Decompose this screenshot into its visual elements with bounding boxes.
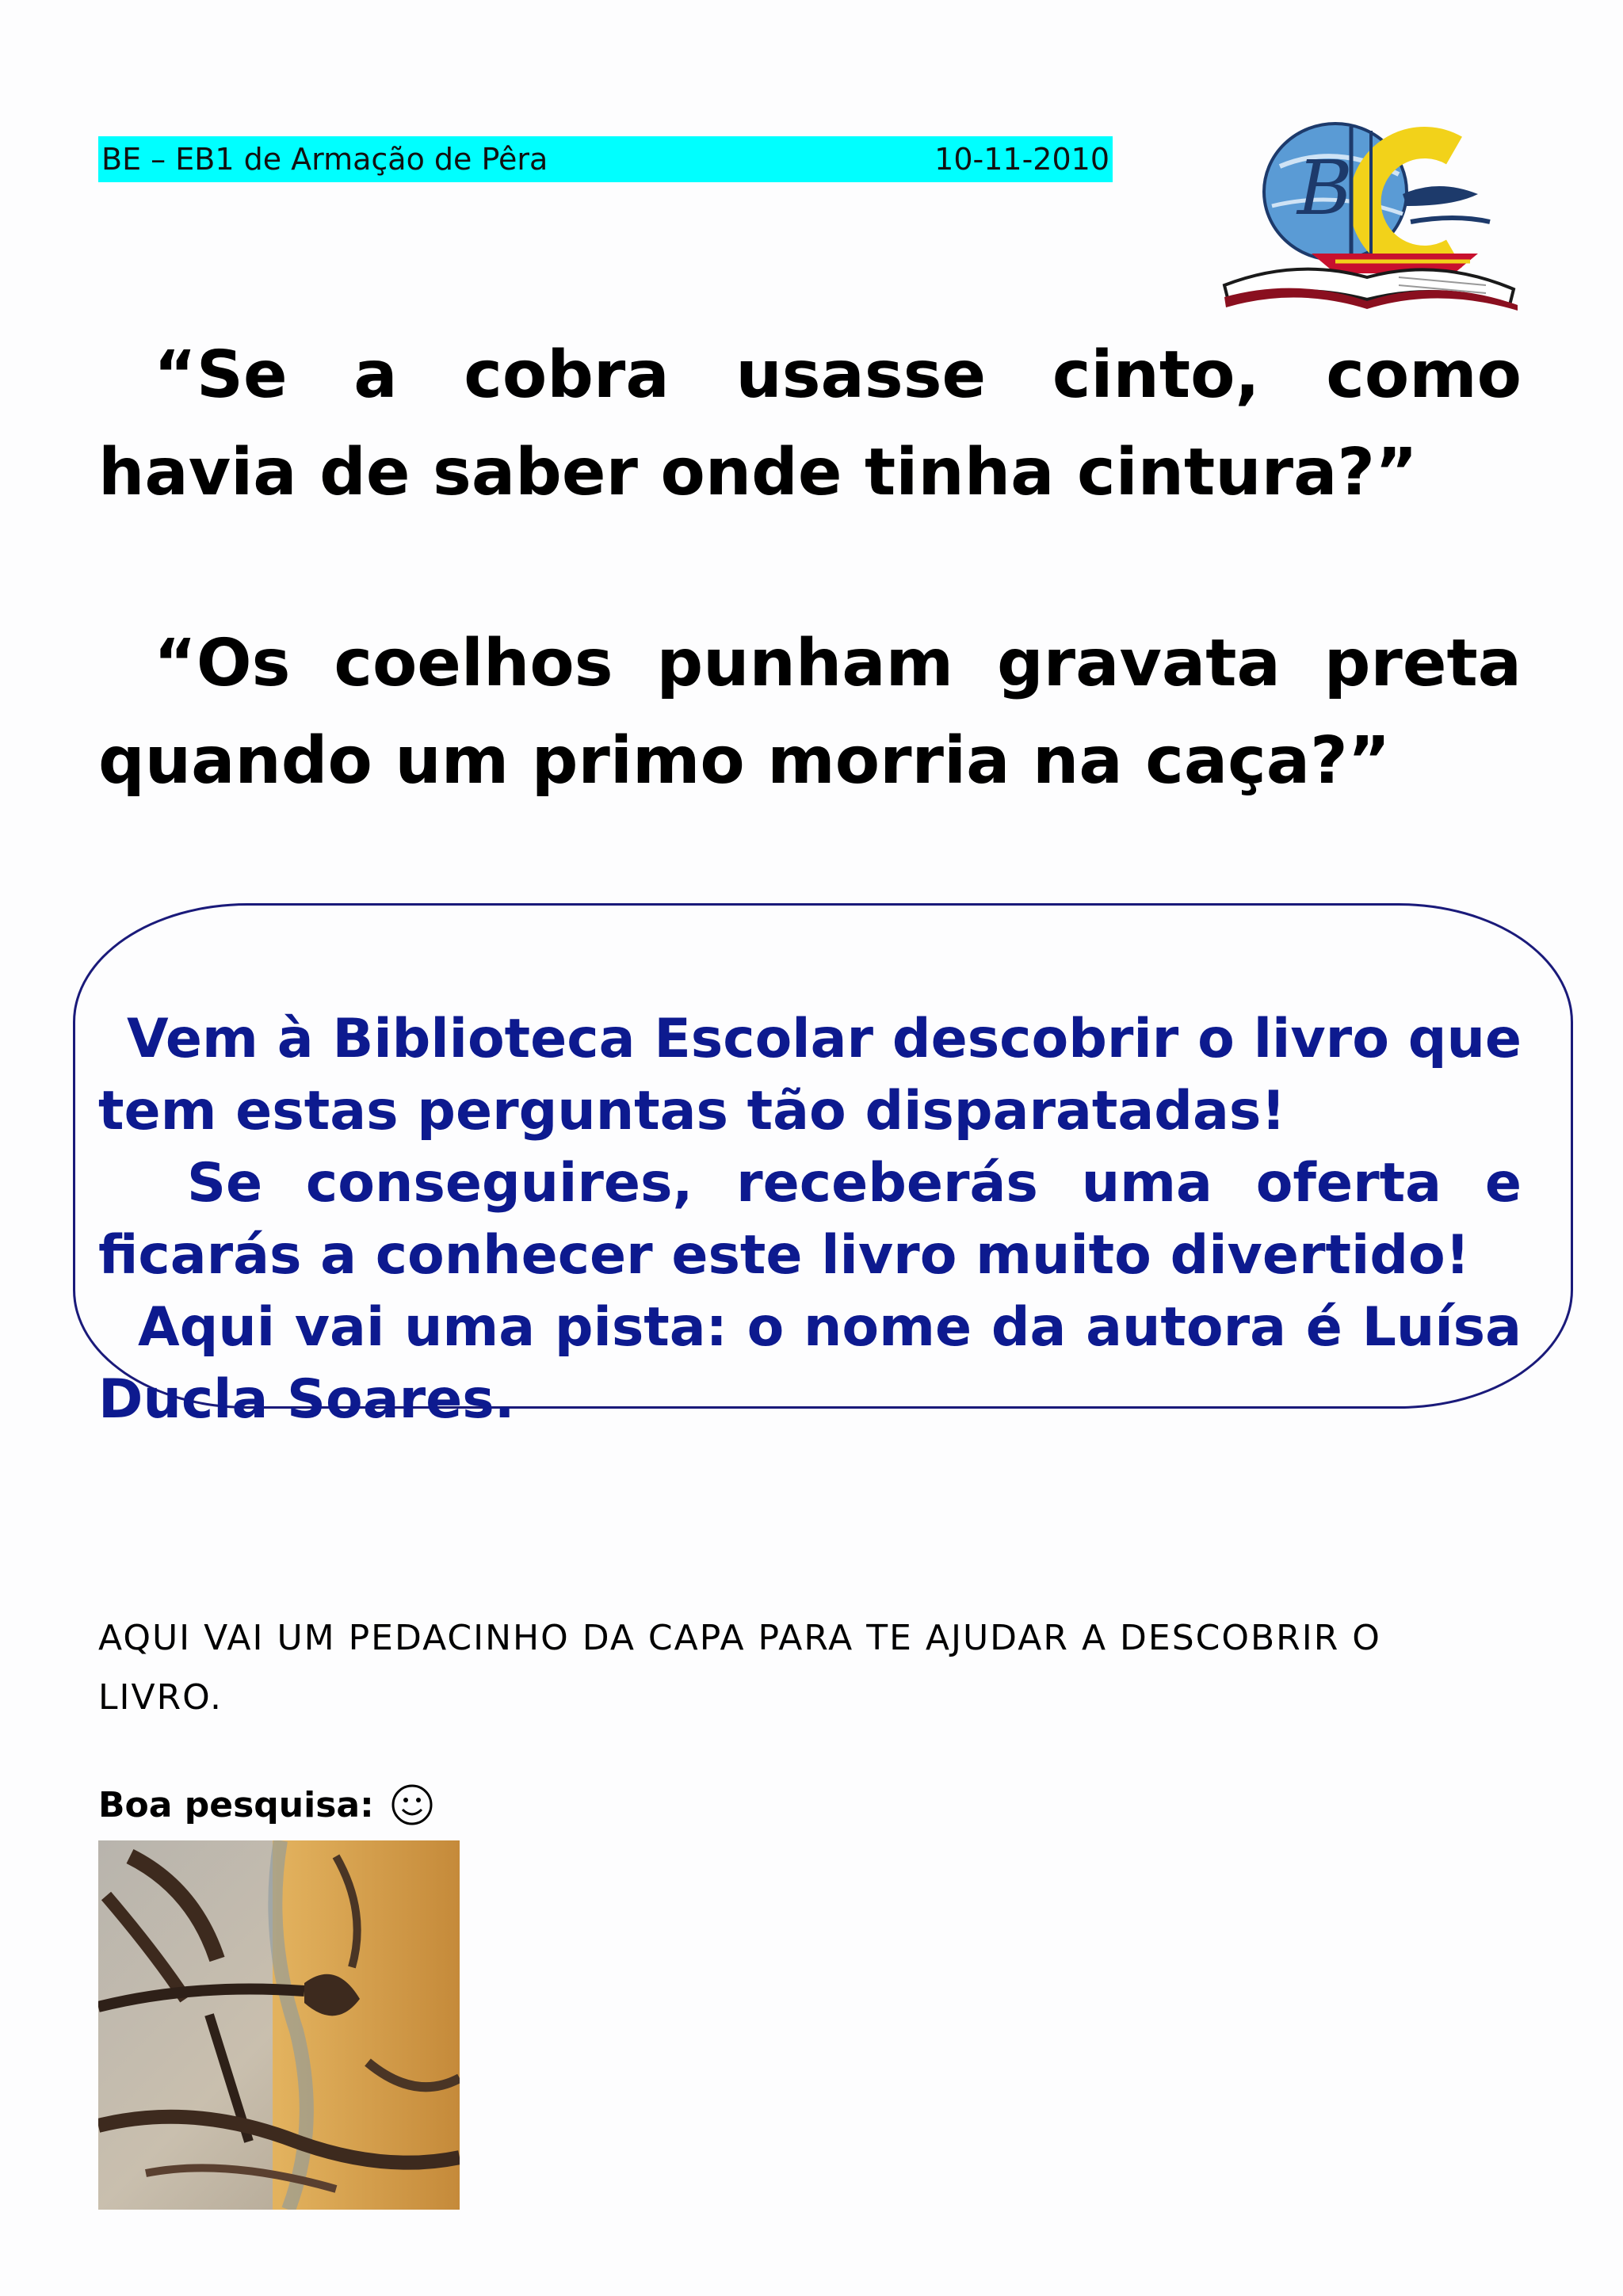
question-2: “Os coelhos punham gravata preta quando um primo morria na caça?” bbox=[98, 626, 1522, 799]
school-name: BE – EB1 de Armação de Pêra bbox=[101, 142, 548, 177]
date: 10-11-2010 bbox=[934, 142, 1109, 177]
invitation-paragraph-1: Vem à Biblioteca Escolar descobrir o livro que tem estas perguntas tão disparatadas! bbox=[98, 1008, 1522, 1142]
header-bar bbox=[98, 136, 1113, 182]
library-book-logo-icon bbox=[1216, 119, 1526, 317]
invitation-text bbox=[98, 1003, 1522, 1436]
hint-text: AQUI VAI UM PEDACINHO DA CAPA PARA TE AJUDAR A DESCOBRIR O LIVRO. bbox=[98, 1618, 1381, 1718]
book-cover-fragment-image bbox=[98, 1840, 460, 2210]
invitation-paragraph-3: Aqui vai uma pista: o nome da autora é Luísa Ducla Soares. bbox=[98, 1296, 1522, 1431]
smiley-icon bbox=[390, 1783, 434, 1827]
question-1: “Se a cobra usasse cinto, como havia de saber onde tinha cintura?” bbox=[98, 338, 1522, 510]
invitation-paragraph-2: Se conseguires, receberás uma oferta e ficarás a conhecer este livro muito divertido! bbox=[98, 1152, 1522, 1287]
logo-letter: B bbox=[1297, 145, 1353, 232]
closing-text: Boa pesquisa: bbox=[98, 1784, 374, 1825]
closing bbox=[98, 1783, 434, 1827]
